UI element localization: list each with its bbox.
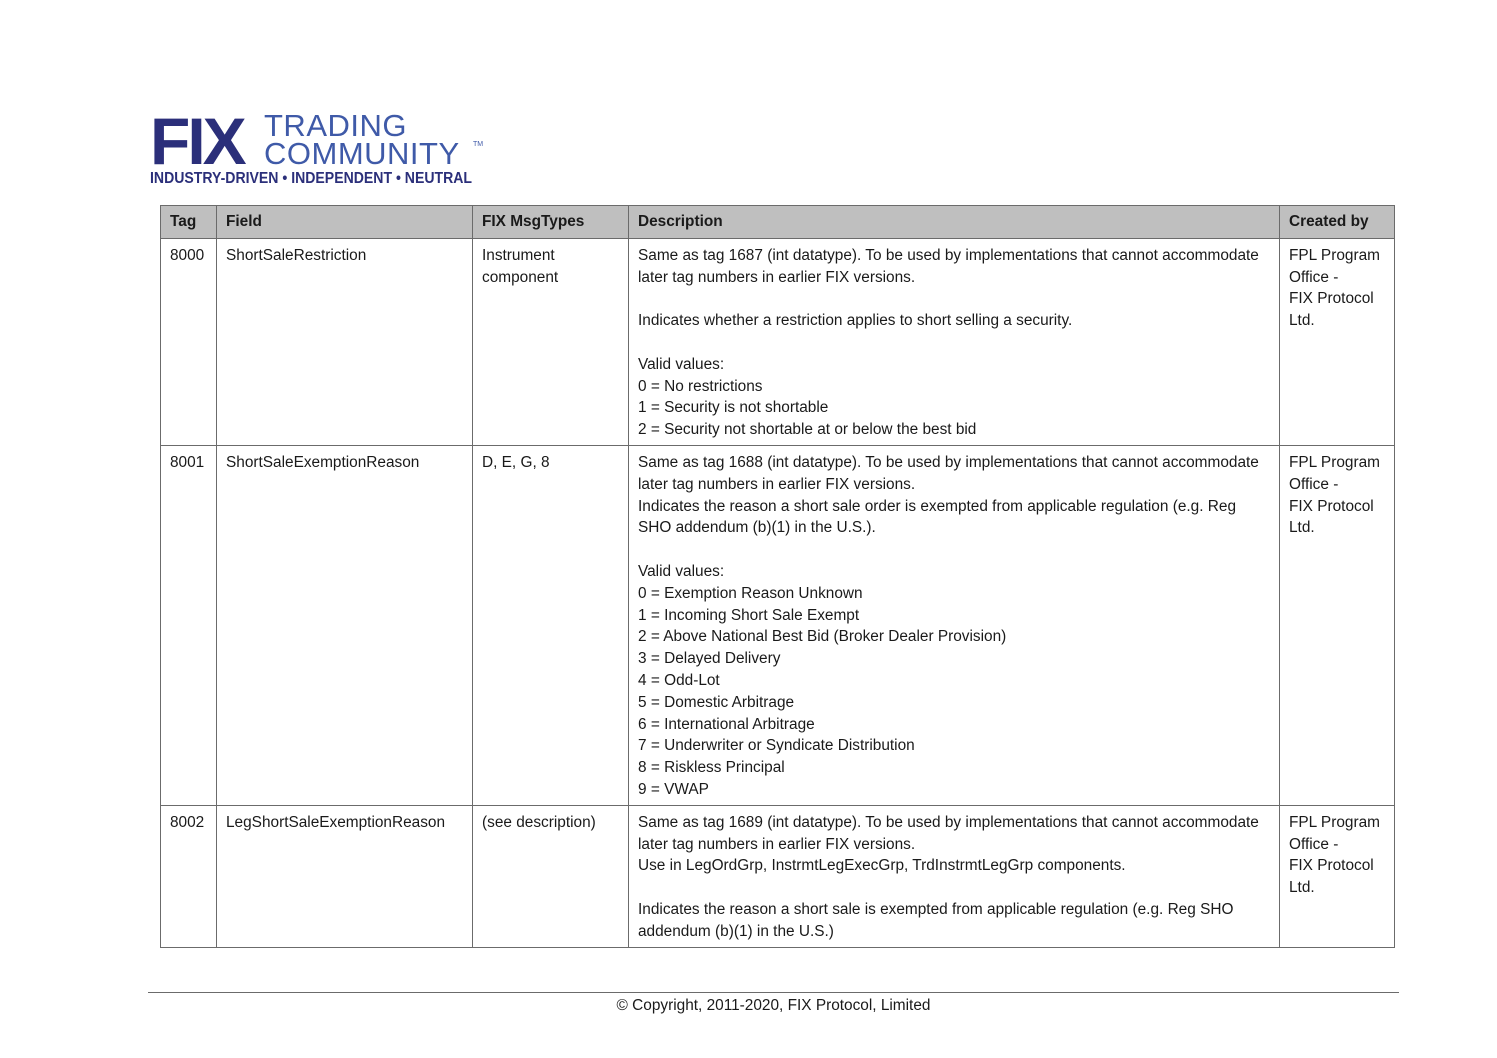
description-spacer [638, 288, 1270, 310]
table-row [161, 445, 1395, 805]
created-by-line: FIX Protocol Ltd. [1289, 290, 1378, 330]
description-line: Same as tag 1688 (int datatype). To be used by implementations that cannot accommodate later tag numbers in earlier FIX versions. [638, 453, 1264, 493]
table-row [161, 805, 1395, 947]
description-spacer [638, 877, 1270, 899]
description-line: Valid values: [638, 562, 725, 580]
footer-copyright: © Copyright, 2011-2020, FIX Protocol, Limited [616, 997, 931, 1014]
description-line: 3 = Delayed Delivery [638, 650, 781, 668]
header-description: Description [629, 206, 1280, 239]
header-tag: Tag [161, 206, 217, 239]
table-row [161, 238, 1395, 445]
logo-community-text: COMMUNITY [264, 136, 460, 171]
cell-field: ShortSaleExemptionReason [217, 445, 473, 805]
cell-field: LegShortSaleExemptionReason [217, 805, 473, 947]
created-by-line: FPL Program Office - [1289, 813, 1385, 853]
description-line: Valid values: [638, 355, 725, 373]
header-field: Field [217, 206, 473, 239]
description-line: Same as tag 1687 (int datatype). To be used by implementations that cannot accommodate later tag numbers in earlier FIX versions. [638, 246, 1264, 286]
cell-tag: 8000 [161, 238, 217, 445]
cell-msgtypes: D, E, G, 8 [473, 445, 629, 805]
description-line: 8 = Riskless Principal [638, 759, 785, 777]
description-line: Same as tag 1689 (int datatype). To be used by implementations that cannot accommodate later tag numbers in earlier FIX versions. [638, 813, 1264, 853]
table-header-row [161, 206, 1395, 239]
description-line: Indicates the reason a short sale is exempted from applicable regulation (e.g. Reg SHO addendum (b)(1) in the U.S.) [638, 900, 1238, 940]
description-line: 1 = Incoming Short Sale Exempt [638, 606, 860, 624]
cell-tag: 8002 [161, 805, 217, 947]
description-line: 2 = Above National Best Bid (Broker Dealer Provision) [638, 628, 1007, 646]
cell-description [629, 238, 1280, 445]
footer-divider [148, 992, 1399, 993]
description-line: Use in LegOrdGrp, InstrmtLegExecGrp, TrdInstrmtLegGrp components. [638, 857, 1126, 875]
description-line: Indicates whether a restriction applies to short selling a security. [638, 312, 1073, 330]
description-line: 0 = No restrictions [638, 377, 763, 395]
cell-msgtypes: (see description) [473, 805, 629, 947]
created-by-line: FIX Protocol Ltd. [1289, 497, 1378, 537]
logo-fix-text: FIX [150, 108, 244, 178]
cell-description [629, 445, 1280, 805]
description-line: 9 = VWAP [638, 780, 709, 798]
description-line: 7 = Underwriter or Syndicate Distribution [638, 737, 915, 755]
cell-field: ShortSaleRestriction [217, 238, 473, 445]
fix-fields-table [160, 205, 1395, 948]
description-spacer [638, 539, 1270, 561]
cell-created-by [1280, 445, 1395, 805]
cell-created-by [1280, 238, 1395, 445]
cell-tag: 8001 [161, 445, 217, 805]
description-line: Indicates the reason a short sale order is exempted from applicable regulation (e.g. Reg SHO addendum (b)(1) in the U.S.). [638, 497, 1241, 537]
description-spacer [638, 332, 1270, 354]
header-created-by: Created by [1280, 206, 1395, 239]
description-line: 4 = Odd-Lot [638, 671, 720, 689]
description-line: 5 = Domestic Arbitrage [638, 693, 795, 711]
cell-created-by [1280, 805, 1395, 947]
created-by-line: FPL Program Office - [1289, 246, 1385, 286]
created-by-line: FIX Protocol Ltd. [1289, 857, 1378, 897]
created-by-line: FPL Program Office - [1289, 453, 1385, 493]
description-line: 2 = Security not shortable at or below the best bid [638, 421, 977, 439]
header-msgtypes: FIX MsgTypes [473, 206, 629, 239]
logo-tagline-text: INDUSTRY-DRIVEN • INDEPENDENT • NEUTRAL [150, 170, 472, 187]
logo-trading-text: TRADING [264, 108, 407, 143]
cell-msgtypes: Instrument component [473, 238, 629, 445]
description-line: 1 = Security is not shortable [638, 399, 829, 417]
description-line: 6 = International Arbitrage [638, 715, 815, 733]
description-line: 0 = Exemption Reason Unknown [638, 584, 863, 602]
fix-trading-community-logo [150, 108, 490, 188]
cell-description [629, 805, 1280, 947]
logo-trademark-text: TM [473, 141, 484, 148]
